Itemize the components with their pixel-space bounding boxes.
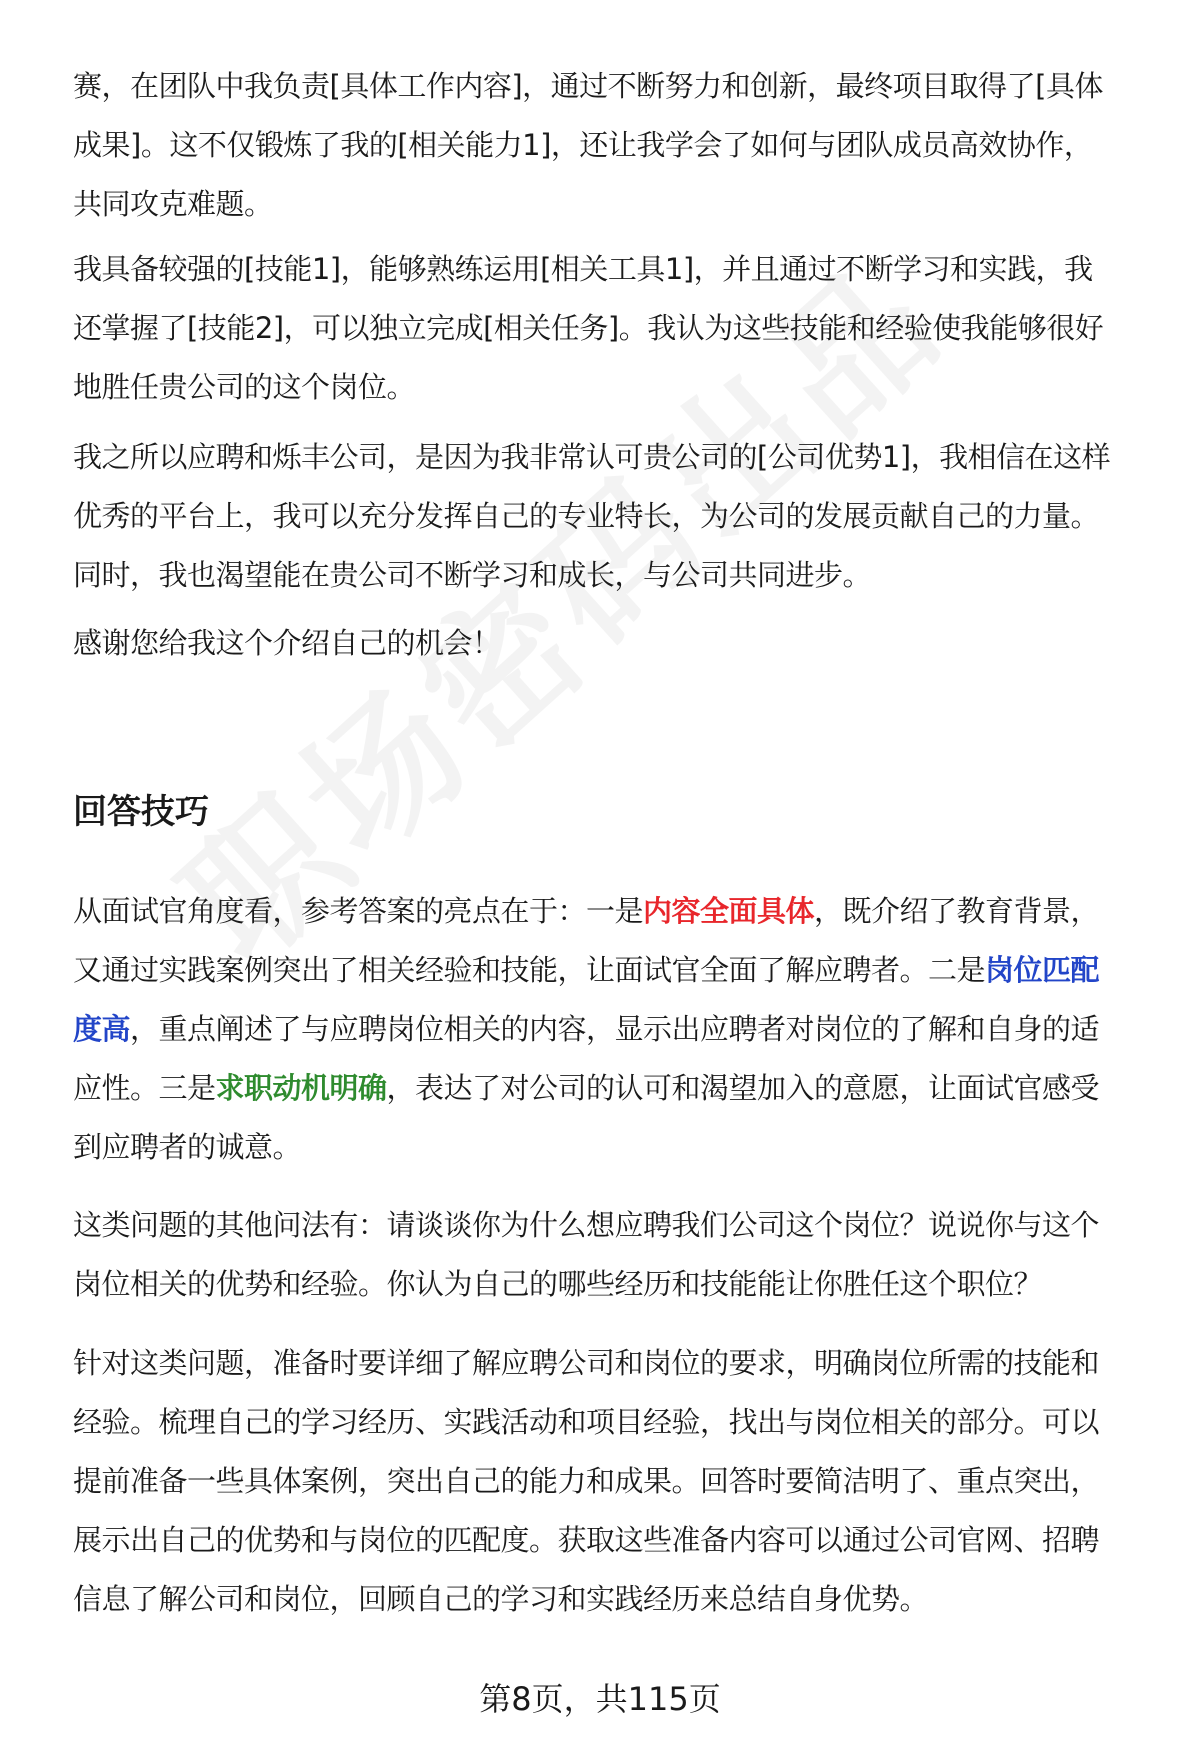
text-line: 同时，我也渴望能在贵公司不断学习和成长，与公司共同进步。 xyxy=(73,558,872,592)
paragraph-tips xyxy=(73,882,1155,1177)
text-line: 我具备较强的[技能1]，能够熟练运用[相关工具1]，并且通过不断学习和实践，我 xyxy=(73,252,1093,286)
tips-text: 应性。三是 xyxy=(73,1071,216,1105)
paragraph-preparation xyxy=(73,1334,1155,1629)
text-line: 感谢您给我这个介绍自己的机会！ xyxy=(73,626,501,660)
text-line xyxy=(73,1059,1155,1118)
tips-text: ，既介绍了教育背景， xyxy=(814,894,1100,928)
section-heading: 回答技巧 xyxy=(73,792,209,832)
text-line: 信息了解公司和岗位，回顾自己的学习和实践经历来总结自身优势。 xyxy=(73,1582,929,1616)
tips-text: ，重点阐述了与应聘岗位相关的内容，显示出应聘者对岗位的了解和自身的适 xyxy=(130,1012,1100,1046)
paragraph-experience xyxy=(73,57,1155,234)
paragraph-other-questions xyxy=(73,1196,1155,1314)
text-line xyxy=(73,882,1155,941)
highlight-motivation: 求职动机明确 xyxy=(215,1071,387,1105)
text-line: 经验。梳理自己的学习经历、实践活动和项目经验，找出与岗位相关的部分。可以 xyxy=(73,1405,1100,1439)
text-line: 还掌握了[技能2]，可以独立完成[相关任务]。我认为这些技能和经验使我能够很好 xyxy=(73,311,1104,345)
paragraph-thanks xyxy=(73,614,1155,673)
paragraph-skills xyxy=(73,240,1155,417)
text-line: 这类问题的其他问法有：请谈谈你为什么想应聘我们公司这个岗位？说说你与这个 xyxy=(73,1208,1100,1242)
text-line xyxy=(73,1000,1155,1059)
tips-text: ，表达了对公司的认可和渴望加入的意愿，让面试官感受 xyxy=(386,1071,1100,1105)
highlight-comprehensive: 内容全面具体 xyxy=(643,894,815,928)
text-line: 共同攻克难题。 xyxy=(73,187,273,221)
text-line: 我之所以应聘和烁丰公司，是因为我非常认可贵公司的[公司优势1]，我相信在这样 xyxy=(73,440,1111,474)
paragraph-motivation xyxy=(73,428,1155,605)
tips-text: 从面试官角度看，参考答案的亮点在于：一是 xyxy=(73,894,644,928)
text-line: 赛，在团队中我负责[具体工作内容]，通过不断努力和创新，最终项目取得了[具体 xyxy=(73,69,1103,103)
text-line xyxy=(73,941,1155,1000)
text-line: 成果]。这不仅锻炼了我的[相关能力1]，还让我学会了如何与团队成员高效协作， xyxy=(73,128,1093,162)
text-line: 针对这类问题，准备时要详细了解应聘公司和岗位的要求，明确岗位所需的技能和 xyxy=(73,1346,1100,1380)
text-line: 到应聘者的诚意。 xyxy=(73,1130,302,1164)
highlight-job-match: 岗位匹配 xyxy=(985,953,1100,987)
text-line: 地胜任贵公司的这个岗位。 xyxy=(73,370,416,404)
highlight-job-match-cont: 度高 xyxy=(73,1012,131,1046)
text-line: 展示出自己的优势和与岗位的匹配度。获取这些准备内容可以通过公司官网、招聘 xyxy=(73,1523,1100,1557)
text-line: 优秀的平台上，我可以充分发挥自己的专业特长，为公司的发展贡献自己的力量。 xyxy=(73,499,1100,533)
page-number: 第8页，共115页 xyxy=(479,1680,721,1718)
text-line: 提前准备一些具体案例，突出自己的能力和成果。回答时要简洁明了、重点突出， xyxy=(73,1464,1100,1498)
tips-text: 又通过实践案例突出了相关经验和技能，让面试官全面了解应聘者。二是 xyxy=(73,953,986,987)
text-line: 岗位相关的优势和经验。你认为自己的哪些经历和技能能让你胜任这个职位？ xyxy=(73,1267,1043,1301)
